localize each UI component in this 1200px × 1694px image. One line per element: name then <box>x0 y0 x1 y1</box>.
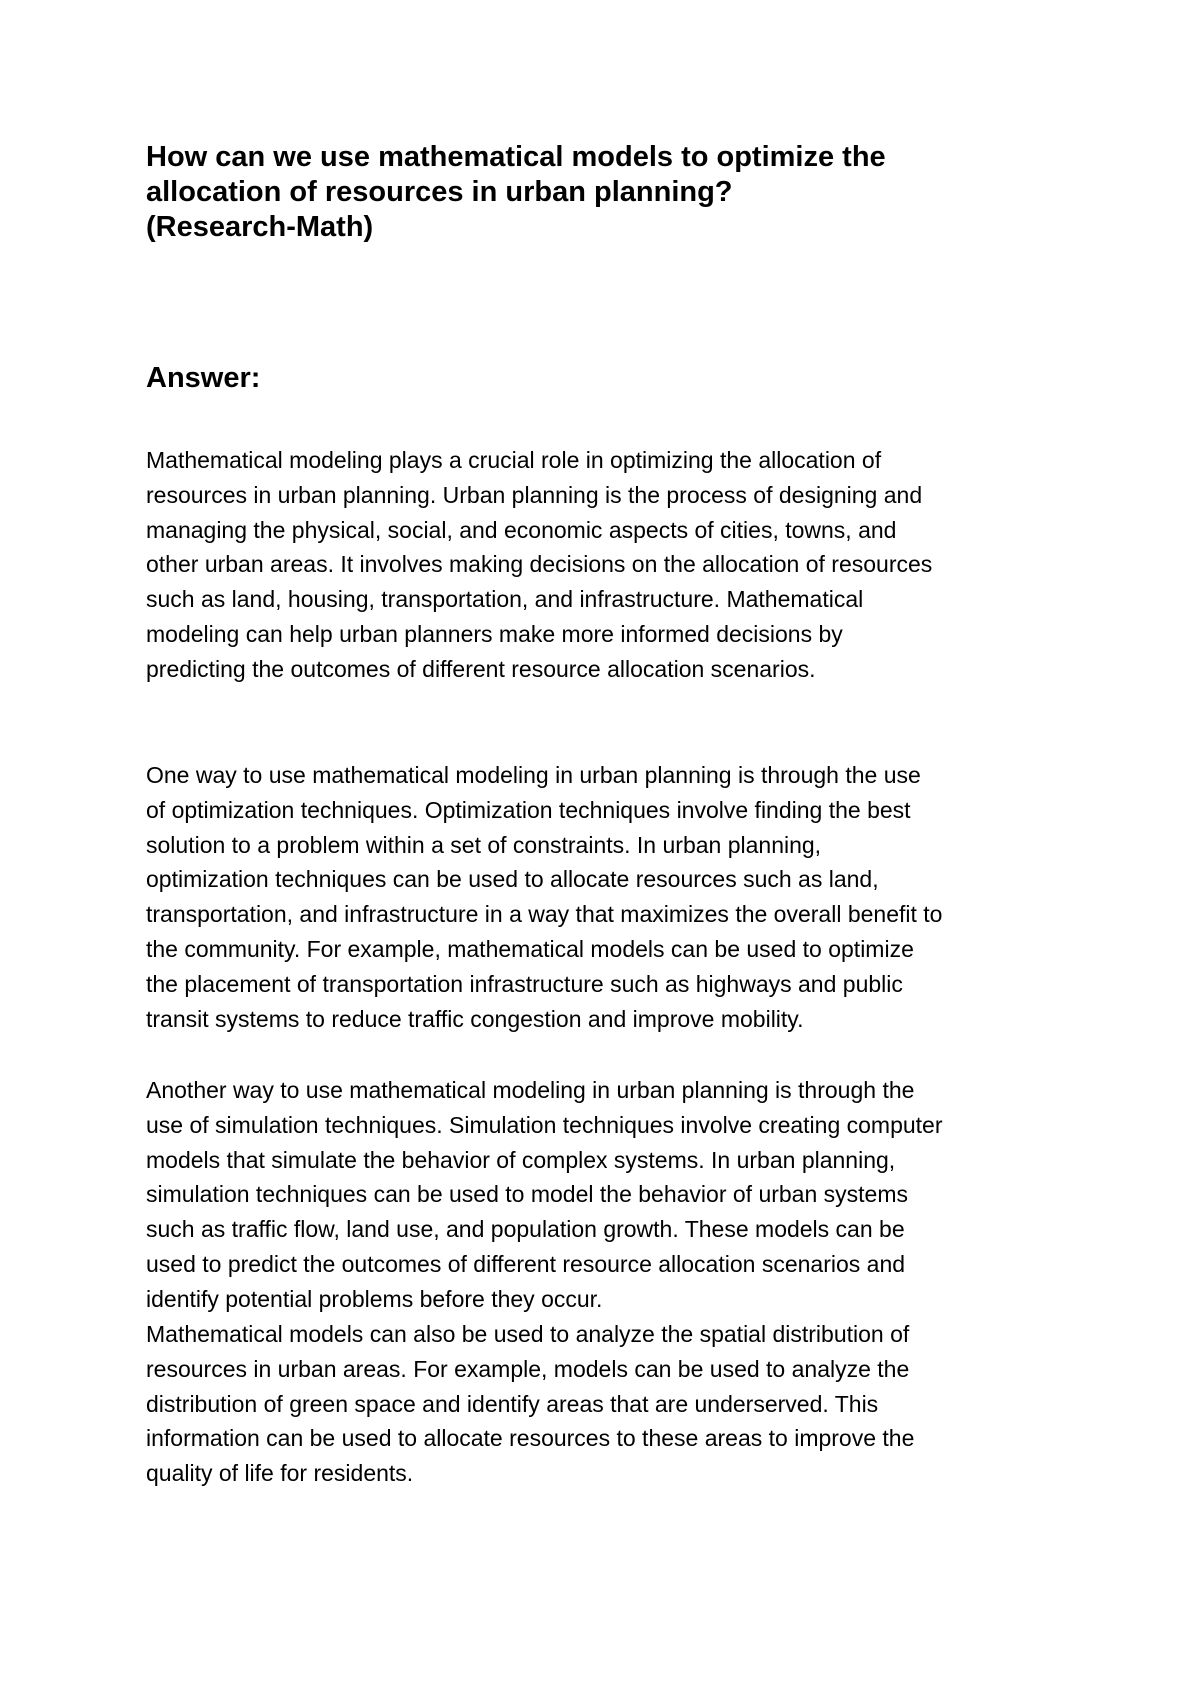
paragraph-line: used to predict the outcomes of different resource allocation scenarios and <box>146 1250 906 1277</box>
paragraph-line: transportation, and infrastructure in a way that maximizes the overall benefit to <box>146 901 943 928</box>
paragraph-line: identify potential problems before they occur. <box>146 1285 603 1312</box>
paragraph-line: the community. For example, mathematical models can be used to optimize <box>146 935 914 962</box>
paragraph-line: managing the physical, social, and economic aspects of cities, towns, and <box>146 516 897 543</box>
paragraph-3 <box>146 1073 1086 1317</box>
title-line: allocation of resources in urban planning? <box>146 176 733 208</box>
paragraph-2 <box>146 758 1086 1036</box>
paragraph-4 <box>146 1317 1086 1491</box>
paragraph-line: resources in urban areas. For example, models can be used to analyze the <box>146 1355 910 1382</box>
answer-heading: Answer: <box>146 362 261 394</box>
paragraph-line: other urban areas. It involves making decisions on the allocation of resources <box>146 551 933 578</box>
paragraph-line: modeling can help urban planners make more informed decisions by <box>146 620 843 647</box>
paragraph-line: such as traffic flow, land use, and population growth. These models can be <box>146 1216 905 1243</box>
paragraph-line: use of simulation techniques. Simulation techniques involve creating computer <box>146 1111 943 1138</box>
paragraph-line: Another way to use mathematical modeling in urban planning is through the <box>146 1077 915 1103</box>
paragraph-line: predicting the outcomes of different resource allocation scenarios. <box>146 655 816 682</box>
paragraph-line: optimization techniques can be used to allocate resources such as land, <box>146 866 879 893</box>
paragraph-1 <box>146 443 1086 687</box>
title-line: How can we use mathematical models to optimize the <box>146 141 886 173</box>
paragraph-line: Mathematical modeling plays a crucial role in optimizing the allocation of <box>146 447 882 473</box>
paragraph-line: simulation techniques can be used to model the behavior of urban systems <box>146 1181 908 1208</box>
paragraph-line: Mathematical models can also be used to analyze the spatial distribution of <box>146 1321 910 1347</box>
title-line: (Research-Math) <box>146 211 374 243</box>
paragraph-line: of optimization techniques. Optimization techniques involve finding the best <box>146 796 911 823</box>
paragraph-line: the placement of transportation infrastructure such as highways and public <box>146 970 903 997</box>
paragraph-line: models that simulate the behavior of complex systems. In urban planning, <box>146 1146 896 1173</box>
paragraph-line: quality of life for residents. <box>146 1460 414 1487</box>
paragraph-line: such as land, housing, transportation, and infrastructure. Mathematical <box>146 586 864 613</box>
document-content <box>146 140 1086 1487</box>
paragraph-line: information can be used to allocate resources to these areas to improve the <box>146 1425 915 1452</box>
paragraph-line: solution to a problem within a set of constraints. In urban planning, <box>146 831 822 858</box>
paragraph-line: transit systems to reduce traffic congestion and improve mobility. <box>146 1005 804 1032</box>
paragraph-line: One way to use mathematical modeling in urban planning is through the use <box>146 762 921 788</box>
document-title <box>146 140 1086 245</box>
paragraph-line: distribution of green space and identify areas that are underserved. This <box>146 1390 879 1417</box>
paragraph-line: resources in urban planning. Urban planning is the process of designing and <box>146 481 923 508</box>
